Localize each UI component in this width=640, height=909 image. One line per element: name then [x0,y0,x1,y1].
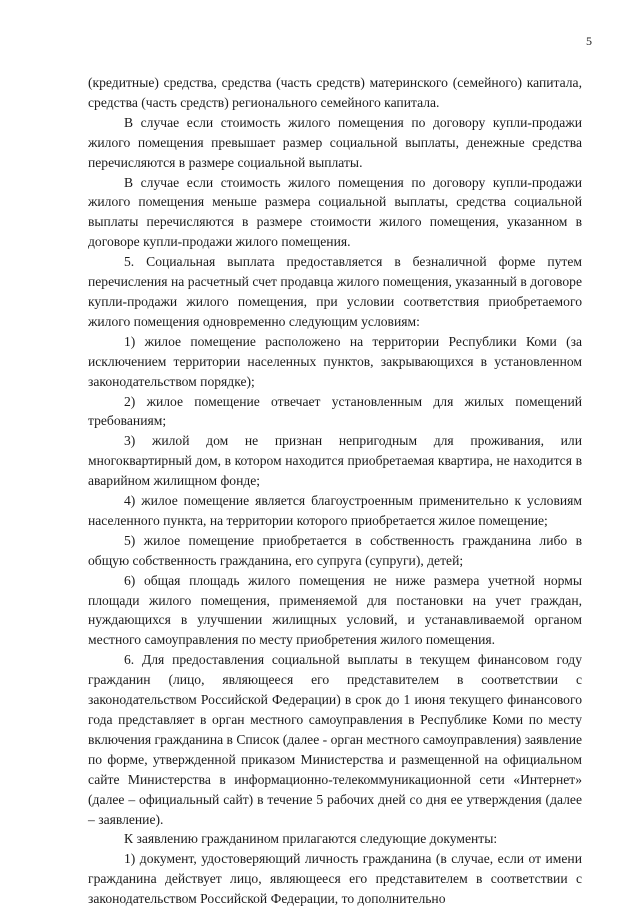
paragraph: К заявлению гражданином прилагаются следующие документы: [124,831,498,847]
paragraph: В случае если стоимость жилого помещения по договору купли-продажи жилого помещения превышает размер социальной выплаты, денежные средства перечисляются в размере социальной выплаты. [88,114,582,170]
paragraph: 1) документ, удостоверяющий личность гражданина (в случае, если от имени гражданина действует лицо, являющееся его представителем в соответствии с законодательством Российской Федерации, то дополнительно [88,851,582,907]
paragraph: 6) общая площадь жилого помещения не ниже размера учетной нормы площади жилого помещения, применяемой для постановки на учет граждан, нуждающихся в улучшении жилищных условий, и устанавливаемой органом местного самоуправления по месту приобретения жилого помещения. [88,572,582,648]
paragraph: 2) жилое помещение отвечает установленным для жилых помещений требованиям; [88,393,582,429]
paragraph: 3) жилой дом не признан непригодным для проживания, или многоквартирный дом, в котором находится приобретаемая квартира, не находится в аварийном жилищном фонде; [88,433,582,489]
paragraph: 5) жилое помещение приобретается в собственность гражданина либо в общую собственность гражданина, его супруга (супруги), детей; [88,532,582,568]
page-number: 5 [586,34,592,48]
paragraph: В случае если стоимость жилого помещения по договору купли-продажи жилого помещения меньше размера социальной выплаты, средства социальной выплаты перечисляются в размере стоимости жилого помещения, указанном в договоре купли-продажи жилого помещения. [88,174,582,250]
paragraph: 1) жилое помещение расположено на территории Республики Коми (за исключением территории населенных пунктов, закрывающихся в установленном законодательством порядке); [88,333,582,389]
paragraph: 6. Для предоставления социальной выплаты в текущем финансовом году гражданин (лицо, являющееся его представителем в соответствии с законодательством Российской Федерации) в срок до 1 июня текущего финансового года представляет в орган местного самоуправления в Республике Коми по месту включения гражданина в Список (далее - орган местного самоуправления) заявление по форме, утвержденной приказом Министерства и размещенной на официальном сайте Министерства в информационно-телекоммуникационной сети «Интернет» (далее – официальный сайт) в течение 5 рабочих дней со дня ее утверждения (далее – заявление). [88,652,582,827]
body-text [88,73,582,909]
paragraph: 5. Социальная выплата предоставляется в безналичной форме путем перечисления на расчетный счет продавца жилого помещения, указанный в договоре купли-продажи жилого помещения, при условии соответствия приобретаемого жилого помещения одновременно следующим условиям: [88,254,582,329]
paragraph: 4) жилое помещение является благоустроенным применительно к условиям населенного пункта, на территории которого приобретается жилое помещение; [88,493,582,528]
paragraph: (кредитные) средства, средства (часть средств) материнского (семейного) капитала, средства (часть средств) регионального семейного капитала. [88,75,582,110]
